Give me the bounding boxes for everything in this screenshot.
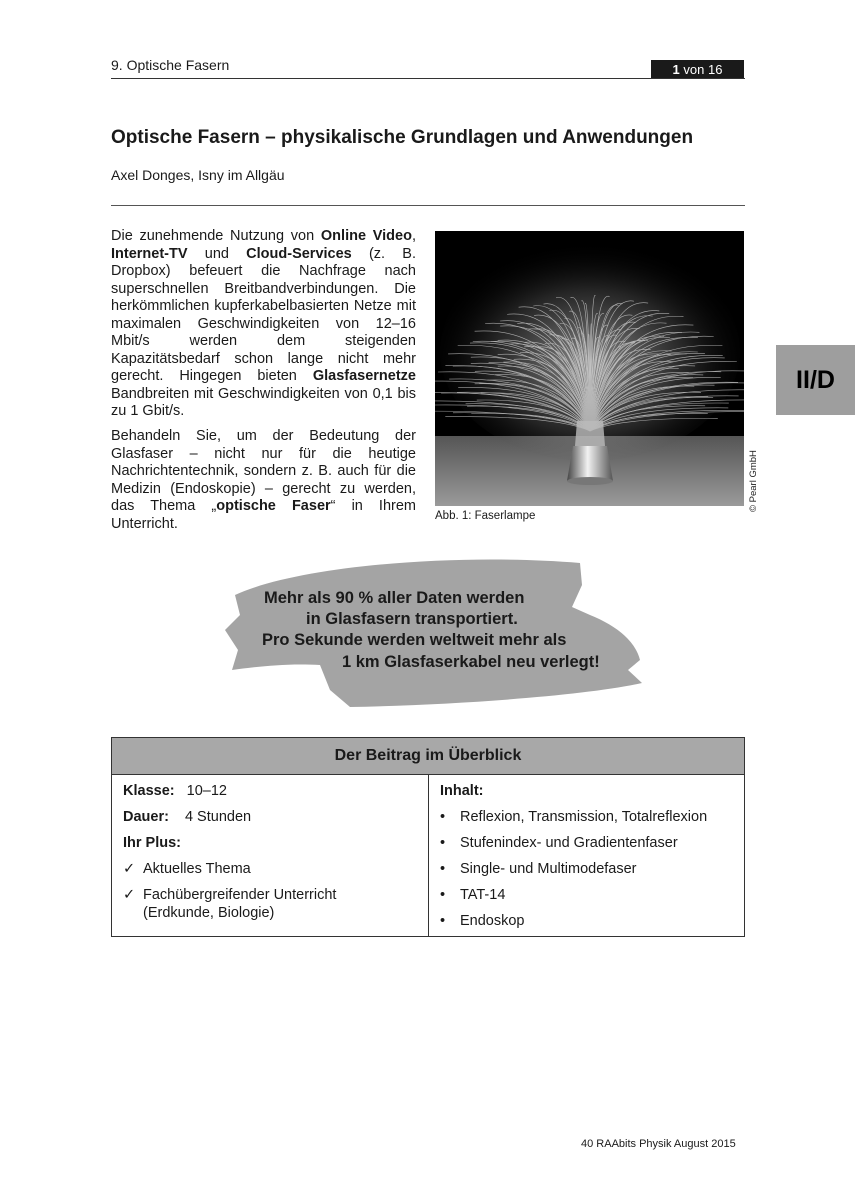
inhalt-item-text: TAT-14 xyxy=(460,887,506,903)
inhalt-item xyxy=(440,835,678,851)
callout-line-3: Pro Sekunde werden weltweit mehr als xyxy=(262,631,567,649)
bullet-icon: • xyxy=(440,835,446,851)
callout-line-4: 1 km Glasfaserkabel neu verlegt! xyxy=(342,653,600,671)
plus-item-text: Fachübergreifender Unterricht xyxy=(143,887,337,903)
p1-bold-glasfasernetze: Glasfasernetze xyxy=(312,368,416,384)
plus-item-continuation: (Erdkunde, Biologie) xyxy=(143,905,275,921)
plus-item xyxy=(123,887,336,903)
figure-caption: Abb. 1: Faserlampe xyxy=(435,510,536,522)
inhalt-item-text: Endoskop xyxy=(460,913,525,929)
p1-bold-cloud-services: Cloud-Services xyxy=(246,245,352,262)
inhalt-label-text: Inhalt: xyxy=(440,783,484,799)
author-line: Axel Donges, Isny im Allgäu xyxy=(111,167,285,183)
p1-text-1: Die zunehmende Nutzung von xyxy=(111,228,321,244)
klasse-value: 10–12 xyxy=(186,783,227,799)
p1-text-5: Bandbreiten mit Geschwindigkeiten von 0,1 bis zu 1 Gbit/s. xyxy=(111,385,416,419)
title-rule xyxy=(111,205,745,206)
bullet-icon: • xyxy=(440,887,446,903)
p2-text-2: “ in Ihrem Unterricht. xyxy=(111,498,416,532)
page-number: 1 xyxy=(672,62,680,77)
inhalt-item-text: Stufenindex- und Gradientenfaser xyxy=(460,835,678,851)
bullet-icon: • xyxy=(440,861,446,877)
inhalt-item xyxy=(440,887,505,903)
inhalt-item-text: Single- und Multimodefaser xyxy=(460,861,637,877)
page-total: von 16 xyxy=(683,62,723,77)
plus-label xyxy=(123,835,181,851)
p2-bold-optische-faser: optische Faser xyxy=(216,498,331,514)
inhalt-item xyxy=(440,861,637,877)
inhalt-item xyxy=(440,809,707,825)
check-icon: ✓ xyxy=(123,861,136,877)
callout-line-1: Mehr als 90 % aller Daten werden xyxy=(264,589,525,607)
inhalt-label xyxy=(440,783,484,799)
fiber-lamp-photo xyxy=(435,231,744,506)
article-title: Optische Fasern – physikalische Grundlagen und Anwendungen xyxy=(111,127,694,148)
plus-item-text: Aktuelles Thema xyxy=(143,861,251,877)
plus-label-text: Ihr Plus: xyxy=(123,835,182,851)
footer-text: 40 RAAbits Physik August 2015 xyxy=(581,1138,736,1150)
second-paragraph xyxy=(111,428,416,533)
p1-bold-internet-tv: Internet-TV xyxy=(111,245,188,262)
fiber-lamp-illustration xyxy=(435,231,744,506)
inhalt-item xyxy=(440,913,525,929)
bullet-icon: • xyxy=(440,913,446,929)
bullet-icon: • xyxy=(440,809,446,825)
overview-heading: Der Beitrag im Überblick xyxy=(112,738,744,775)
p1-bold-online-video: Online Video xyxy=(320,228,412,244)
p2-text-1: Behandeln Sie, um der Bedeutung der Glasfaser – nicht nur für die heutige Nachrichtentechnik, sondern z. B. auch für die Medizin (Endoskopie) – gerecht zu werden, das Thema „ xyxy=(111,428,416,514)
page-counter xyxy=(651,60,744,79)
overview-table xyxy=(111,737,745,937)
dauer-value: 4 Stunden xyxy=(184,809,252,825)
callout-line-2: in Glasfasern transportiert. xyxy=(306,610,518,628)
p1-text-2: , xyxy=(411,228,416,244)
check-icon: ✓ xyxy=(123,887,136,903)
photo-credit: © Pearl GmbH xyxy=(748,450,759,512)
klasse-row xyxy=(123,783,227,799)
p1-text-3: und xyxy=(187,245,247,262)
dauer-row xyxy=(123,809,251,825)
klasse-label: Klasse: xyxy=(123,783,175,799)
dauer-label: Dauer: xyxy=(123,809,169,825)
side-tab: II/D xyxy=(776,345,855,415)
section-title: 9. Optische Fasern xyxy=(111,57,230,73)
inhalt-item-text: Reflexion, Transmission, Totalreflexion xyxy=(460,809,708,825)
plus-item xyxy=(123,861,251,877)
intro-paragraph xyxy=(111,228,416,421)
overview-divider xyxy=(428,775,429,936)
header-rule xyxy=(111,78,745,79)
p1-text-4: (z. B. Dropbox) befeuert die Nachfrage nach superschnellen Breitbandverbindungen. Die herkömmlichen kupferkabelbasierten Netze mit maximalen Geschwindigkeiten von 12–16 Mbit/s werden dem steigenden Kapazitätsbedarf schon lange nicht mehr gerecht. Hingegen bieten xyxy=(111,245,416,384)
